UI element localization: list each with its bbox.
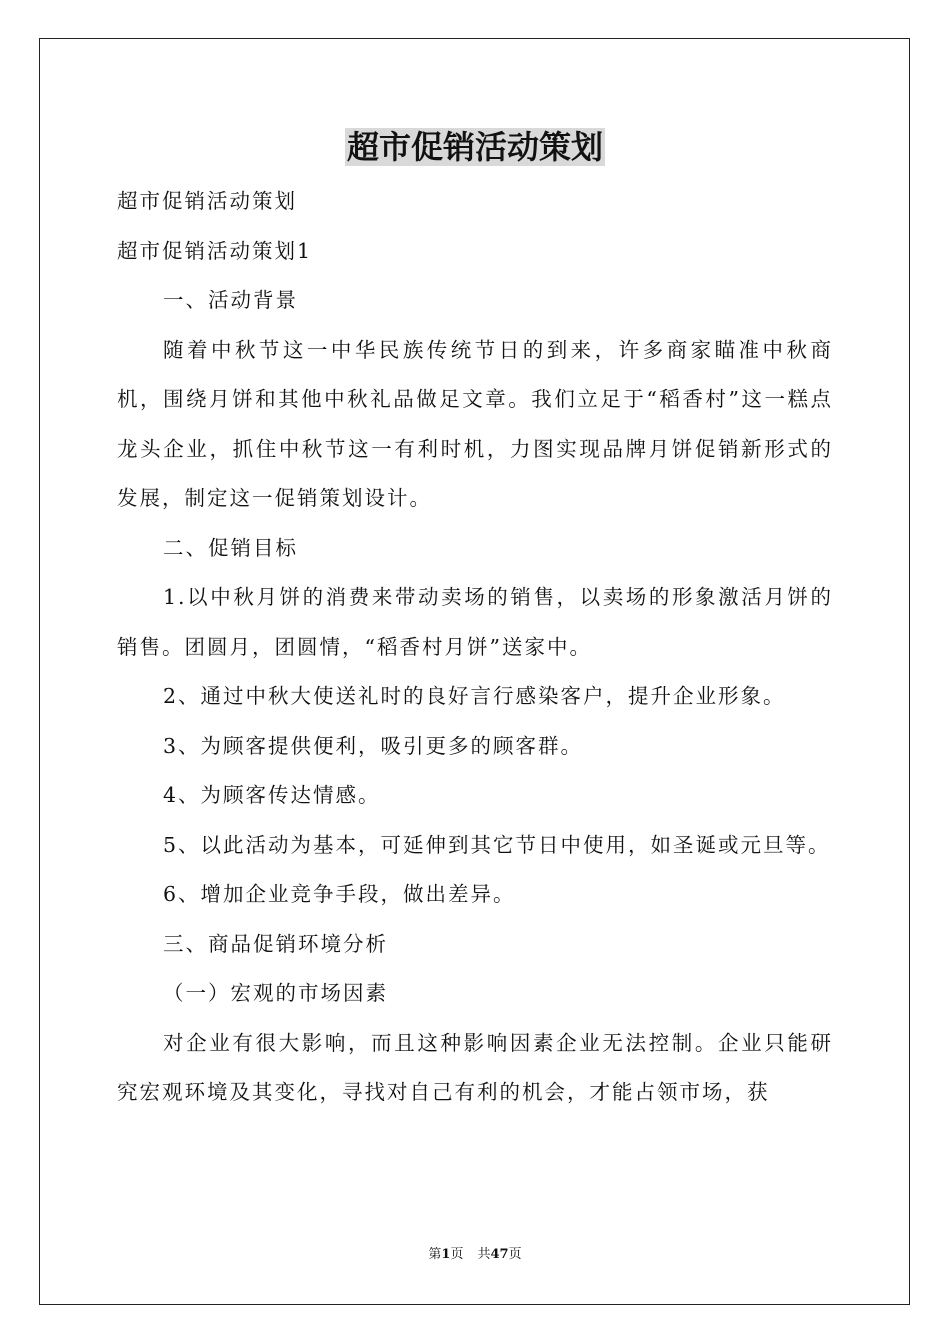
list-item: 4、为顾客传达情感。 [163,783,381,807]
current-page-number: 1 [441,1247,451,1262]
document-body [117,177,833,1118]
list-item: 6、增加企业竞争手段，做出差异。 [163,882,516,906]
page-footer [0,1246,950,1264]
section-heading: 二、促销目标 [163,535,298,560]
total-pages-number: 47 [490,1247,509,1262]
subsection-heading: （一）宏观的市场因素 [163,981,388,1005]
paragraph: 对企业有很大影响，而且这种影响因素企业无法控制。企业只能研究宏观环境及其变化，寻找对自己有利的机会，才能占领市场，获 [117,1030,833,1104]
list-item: 3、为顾客提供便利，吸引更多的顾客群。 [163,733,584,758]
section-heading: 三、商品促销环境分析 [163,931,388,956]
paragraph: 超市促销活动策划1 [117,238,313,263]
document-title-text: 超市促销活动策划 [346,128,603,166]
paragraph: 随着中秋节这一中华民族传统节日的到来，许多商家瞄准中秋商机，围绕月饼和其他中秋礼品做足文章。我们立足于“稻香村”这一糕点龙头企业，抓住中秋节这一有利时机，力图实现品牌月饼促销新形式的发展，制定这一促销策划设计。 [117,337,833,510]
list-item: 1.以中秋月饼的消费来带动卖场的销售，以卖场的形象激活月饼的销售。团圆月，团圆情，“稻香村月饼”送家中。 [117,585,833,659]
total-suffix: 页 [508,1247,522,1262]
list-item: 5、以此活动为基本，可延伸到其它节日中使用，如圣诞或元旦等。 [163,832,831,857]
section-heading: 一、活动背景 [163,288,298,312]
page-prefix: 第 [428,1247,442,1262]
total-prefix: 共 [477,1247,491,1262]
page-suffix: 页 [450,1247,464,1262]
list-item: 2、通过中秋大使送礼时的良好言行感染客户，提升企业形象。 [163,684,786,708]
paragraph: 超市促销活动策划 [117,189,297,213]
document-title [0,124,950,170]
